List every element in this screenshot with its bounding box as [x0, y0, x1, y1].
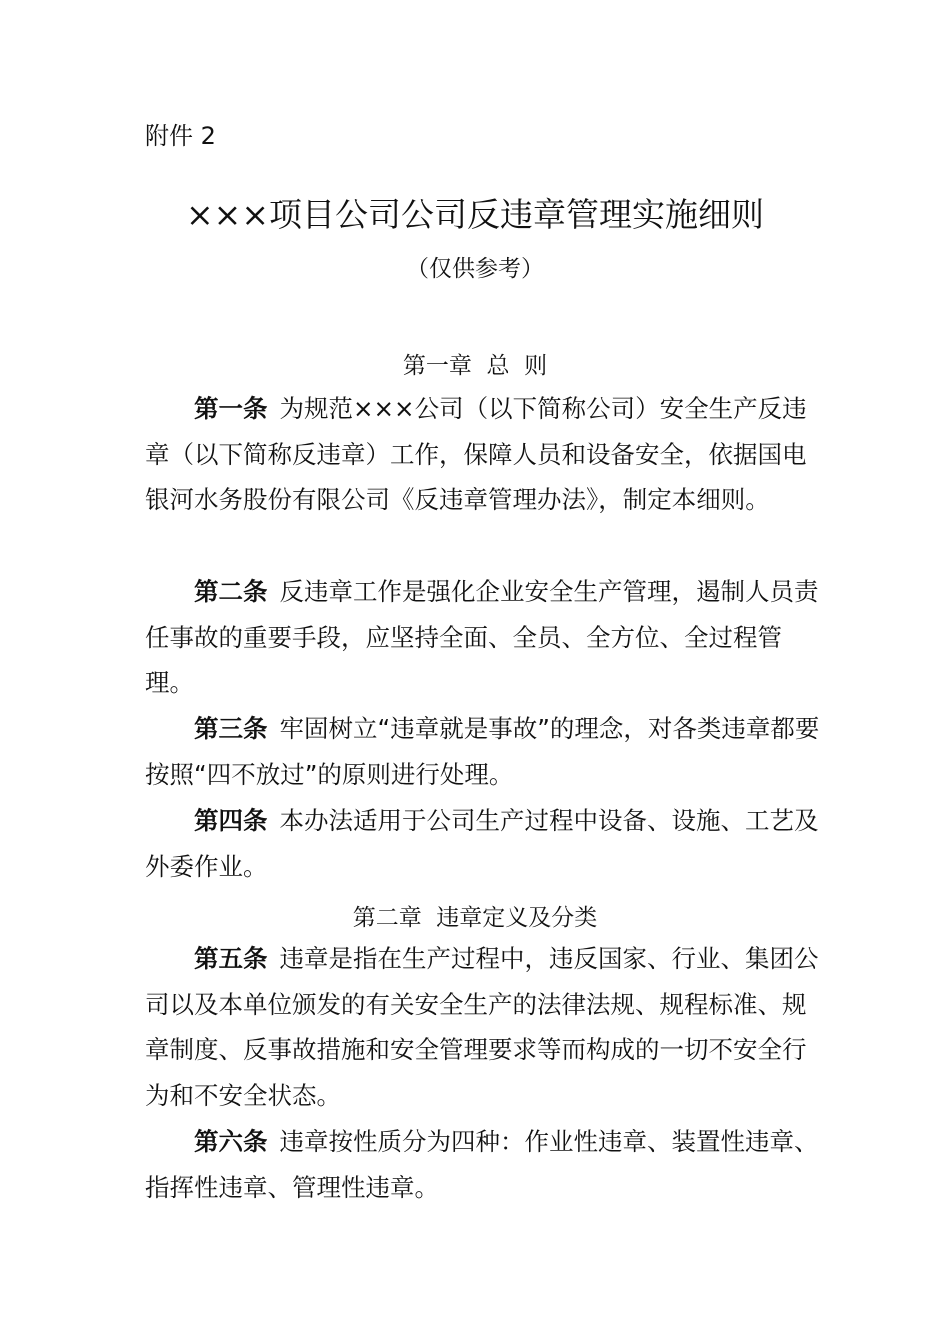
chapter-heading: 第二章 违章定义及分类	[352, 905, 598, 931]
article-label: 第一条	[194, 394, 268, 423]
article-paragraph	[145, 1119, 821, 1210]
document-title: ×××项目公司公司反违章管理实施细则	[186, 195, 764, 234]
article-text: 本办法适用于公司生产过程中设备、设施、工艺及外委作业。	[145, 806, 819, 881]
article-label: 第二条	[194, 577, 268, 606]
article-paragraph	[145, 936, 821, 1118]
article-paragraph	[145, 798, 821, 889]
article-label: 第五条	[194, 944, 268, 973]
article-text: 为规范×××公司（以下简称公司）安全生产反违章（以下简称反违章）工作，保障人员和设备安全，依据国电银河水务股份有限公司《反违章管理办法》，制定本细则。	[145, 394, 807, 514]
document-subtitle: （仅供参考）	[406, 256, 544, 282]
article-text: 违章按性质分为四种：作业性违章、装置性违章、指挥性违章、管理性违章。	[145, 1127, 819, 1202]
article-text: 反违章工作是强化企业安全生产管理，遏制人员责任事故的重要手段，应坚持全面、全员、全方位、全过程管理。	[145, 577, 819, 697]
article-label: 第三条	[194, 714, 268, 743]
attachment-label: 附件 2	[145, 122, 216, 150]
article-paragraph	[145, 386, 821, 523]
article-paragraph	[145, 706, 821, 797]
chapter-heading: 第一章 总 则	[402, 353, 548, 379]
article-paragraph	[145, 569, 821, 706]
article-text: 违章是指在生产过程中，违反国家、行业、集团公司以及本单位颁发的有关安全生产的法律法规、规程标准、规章制度、反事故措施和安全管理要求等而构成的一切不安全行为和不安全状态。	[145, 944, 819, 1110]
article-label: 第六条	[194, 1127, 268, 1156]
article-label: 第四条	[194, 806, 268, 835]
article-text: 牢固树立“违章就是事故”的理念，对各类违章都要按照“四不放过”的原则进行处理。	[145, 714, 820, 789]
